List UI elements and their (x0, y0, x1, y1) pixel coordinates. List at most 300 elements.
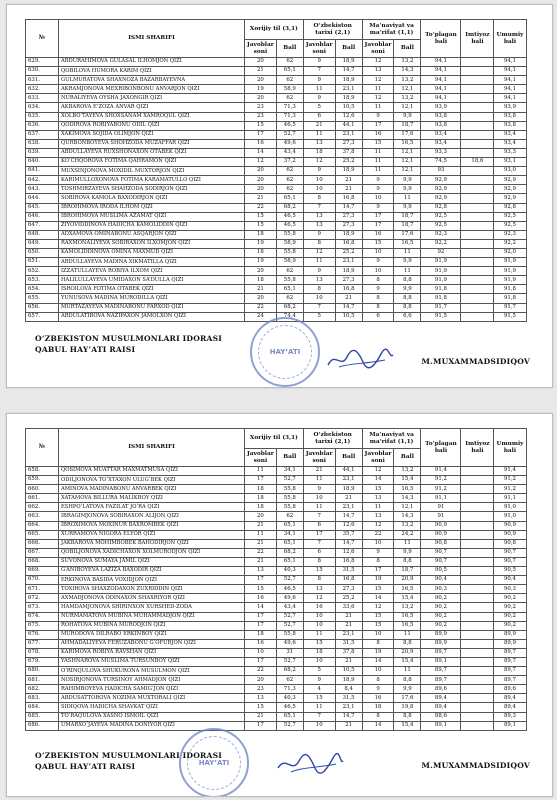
history-score-cell: 10,5 (335, 312, 362, 321)
table-row (26, 130, 527, 139)
foreign-score-cell: 62 (276, 267, 303, 276)
culture-score-cell: 13,2 (394, 94, 421, 103)
foreign-answers-cell: 22 (245, 203, 277, 212)
table-row (26, 476, 527, 485)
total-score-cell: 92,9 (421, 176, 461, 185)
foreign-answers-cell: 16 (245, 594, 277, 603)
foreign-score-cell: 52,7 (276, 657, 303, 666)
privilege-score-cell (461, 276, 494, 285)
table-row (26, 503, 527, 512)
signature (275, 752, 345, 776)
foreign-score-cell: 52,7 (276, 721, 303, 730)
foreign-score-cell: 68,2 (276, 667, 303, 676)
foreign-score-cell: 74,4 (276, 312, 303, 321)
culture-answers-cell: 9 (362, 176, 394, 185)
foreign-score-cell: 55,8 (276, 485, 303, 494)
overall-score-cell: 90,4 (494, 576, 526, 585)
overall-score-cell: 90,9 (494, 530, 526, 539)
culture-answers-cell: 12 (362, 467, 394, 476)
history-answers-cell: 16 (303, 603, 335, 612)
history-score-cell: 25,2 (335, 158, 362, 167)
privilege-score-cell (461, 212, 494, 221)
privilege-score-cell (461, 630, 494, 639)
foreign-answers-cell: 15 (245, 212, 277, 221)
history-score-cell: 27,3 (335, 221, 362, 230)
full-name-cell: TOXIROVA SHAXZODAXON ZUXRIDDIN QIZI (59, 585, 245, 594)
total-score-cell: 93,8 (421, 121, 461, 130)
culture-score-cell: 17,6 (394, 230, 421, 239)
culture-score-cell: 13,2 (394, 76, 421, 85)
table-row (26, 148, 527, 157)
full-name-cell: O‘RINQULOVA SHUKURONA MUSULMON QIZI (59, 667, 245, 676)
results-sheet-1 (6, 4, 553, 388)
total-score-cell: 90,7 (421, 557, 461, 566)
history-answers-cell: 7 (303, 303, 335, 312)
overall-score-cell: 90,8 (494, 539, 526, 548)
foreign-score-cell: 65,1 (276, 521, 303, 530)
foreign-score-cell: 49,6 (276, 639, 303, 648)
full-name-cell: MURODOVA DILRABO ERKINBOY QIZI (59, 630, 245, 639)
privilege-score-cell (461, 612, 494, 621)
privilege-score-cell (461, 694, 494, 703)
total-score-cell: 89,9 (421, 639, 461, 648)
history-answers-cell: 6 (303, 112, 335, 121)
history-score-cell: 27,3 (335, 212, 362, 221)
culture-answers-cell: 11 (362, 148, 394, 157)
overall-score-cell: 91,2 (494, 476, 526, 485)
total-score-cell: 91,9 (421, 258, 461, 267)
history-score-cell: 21 (335, 721, 362, 730)
total-score-cell: 91,9 (421, 276, 461, 285)
full-name-cell: UMARXO‘JAYEVA MADINA DONIYOR QIZI (59, 721, 245, 730)
foreign-answers-cell: 17 (245, 621, 277, 630)
header-spirituality: Ma’naviyat va ma’rifat (1,1) (362, 429, 421, 449)
overall-score-cell: 91,9 (494, 267, 526, 276)
total-score-cell: 92,3 (421, 230, 461, 239)
overall-score-cell: 92,9 (494, 185, 526, 194)
row-number-cell: 679. (26, 657, 59, 666)
row-number-cell: 631. (26, 76, 59, 85)
full-name-cell: MURTAZAYEVA MADINABONU FARXOD QIZI (59, 303, 245, 312)
foreign-score-cell: 62 (276, 76, 303, 85)
foreign-answers-cell: 15 (245, 221, 277, 230)
foreign-score-cell: 71,3 (276, 112, 303, 121)
total-score-cell: 94,1 (421, 67, 461, 76)
row-number-cell: 680. (26, 667, 59, 676)
culture-score-cell: 16,5 (394, 239, 421, 248)
history-answers-cell: 12 (303, 158, 335, 167)
foreign-score-cell: 37,2 (276, 158, 303, 167)
culture-score-cell: 11 (394, 267, 421, 276)
table-row (26, 67, 527, 76)
culture-answers-cell: 16 (362, 130, 394, 139)
row-number-cell: 664. (26, 521, 59, 530)
culture-score-cell: 9,9 (394, 285, 421, 294)
full-name-cell: IBRAGIMJONOVA SOBIRAXON ALIJON QIZI (59, 512, 245, 521)
history-answers-cell: 10 (303, 494, 335, 503)
table-row (26, 712, 527, 721)
full-name-cell: HALILULLAYEVA UMIDAXON SA’DULLA QIZI (59, 276, 245, 285)
history-score-cell: 16,8 (335, 576, 362, 585)
history-score-cell: 37,8 (335, 148, 362, 157)
culture-score-cell: 13,2 (394, 58, 421, 67)
full-name-cell: RAHIMBOYEVA HADICHA SAMIG‘JON QIZI (59, 685, 245, 694)
total-score-cell: 89,1 (421, 657, 461, 666)
foreign-answers-cell: 19 (245, 239, 277, 248)
full-name-cell: TOSHMIRZAYEVA SHAHZODA SODIRJON QIZI (59, 185, 245, 194)
table-row (26, 239, 527, 248)
culture-score-cell: 17,6 (394, 130, 421, 139)
culture-score-cell: 8,8 (394, 676, 421, 685)
header-uzbek-history: O‘zbekiston tarixi (2,1) (303, 20, 362, 40)
culture-answers-cell: 13 (362, 494, 394, 503)
foreign-score-cell: 46,5 (276, 703, 303, 712)
results-table (25, 428, 527, 731)
full-name-cell: QOSIMOVA MUATTAR MAXMATMUSA QIZI (59, 467, 245, 476)
overall-score-cell: 92,9 (494, 176, 526, 185)
privilege-score-cell (461, 312, 494, 321)
total-score-cell: 89,7 (421, 667, 461, 676)
culture-score-cell: 16,5 (394, 621, 421, 630)
row-number-cell: 644. (26, 194, 59, 203)
total-score-cell: 93,4 (421, 130, 461, 139)
foreign-score-cell: 58,9 (276, 85, 303, 94)
history-score-cell: 14,7 (335, 303, 362, 312)
culture-answers-cell: 15 (362, 485, 394, 494)
culture-score-cell: 15,4 (394, 476, 421, 485)
foreign-answers-cell: 14 (245, 148, 277, 157)
table-row (26, 594, 527, 603)
table-row (26, 76, 527, 85)
privilege-score-cell (461, 639, 494, 648)
privilege-score-cell (461, 94, 494, 103)
header-overall-score: Umumiy bali (494, 429, 526, 467)
culture-score-cell: 20,9 (394, 648, 421, 657)
total-score-cell: 94,1 (421, 76, 461, 85)
table-row (26, 194, 527, 203)
privilege-score-cell (461, 221, 494, 230)
full-name-cell: ABDURAHIMOVA GULASAL ILHOMJON QIZI (59, 58, 245, 67)
foreign-answers-cell: 17 (245, 576, 277, 585)
history-answers-cell: 13 (303, 276, 335, 285)
foreign-score-cell: 55,8 (276, 503, 303, 512)
history-answers-cell: 6 (303, 521, 335, 530)
row-number-cell: 630. (26, 67, 59, 76)
history-answers-cell: 7 (303, 512, 335, 521)
table-row (26, 285, 527, 294)
privilege-score-cell (461, 494, 494, 503)
total-score-cell: 92 (421, 248, 461, 257)
history-score-cell: 44,1 (335, 121, 362, 130)
culture-answers-cell: 11 (362, 158, 394, 167)
header-score: Ball (276, 449, 303, 467)
privilege-score-cell (461, 267, 494, 276)
history-score-cell: 21 (335, 657, 362, 666)
overall-score-cell: 92,9 (494, 194, 526, 203)
foreign-answers-cell: 18 (245, 230, 277, 239)
row-number-cell: 642. (26, 176, 59, 185)
table-row (26, 557, 527, 566)
history-score-cell: 31,5 (335, 639, 362, 648)
overall-score-cell: 89,7 (494, 648, 526, 657)
foreign-answers-cell: 17 (245, 130, 277, 139)
history-answers-cell: 15 (303, 694, 335, 703)
table-row (26, 176, 527, 185)
privilege-score-cell (461, 703, 494, 712)
total-score-cell: 74,5 (421, 158, 461, 167)
history-score-cell: 27,3 (335, 139, 362, 148)
culture-answers-cell: 10 (362, 267, 394, 276)
overall-score-cell: 89,9 (494, 639, 526, 648)
header-score: Ball (394, 40, 421, 58)
overall-score-cell: 93,3 (494, 148, 526, 157)
foreign-score-cell: 34,1 (276, 467, 303, 476)
culture-score-cell: 14,3 (394, 512, 421, 521)
overall-score-cell: 94,1 (494, 58, 526, 67)
total-score-cell: 92,2 (421, 239, 461, 248)
privilege-score-cell (461, 503, 494, 512)
culture-answers-cell: 11 (362, 167, 394, 176)
full-name-cell: QOBILOVA HUMORA KARIM QIZI (59, 67, 245, 76)
history-answers-cell: 4 (303, 685, 335, 694)
culture-answers-cell: 19 (362, 576, 394, 585)
history-answers-cell: 13 (303, 585, 335, 594)
row-number-cell: 636. (26, 121, 59, 130)
row-number-cell: 638. (26, 139, 59, 148)
privilege-score-cell (461, 176, 494, 185)
privilege-score-cell (461, 567, 494, 576)
history-score-cell: 33,6 (335, 603, 362, 612)
header-answers: Javoblar soni (245, 449, 277, 467)
culture-score-cell: 18,7 (394, 221, 421, 230)
history-score-cell: 21 (335, 176, 362, 185)
total-score-cell: 90,5 (421, 567, 461, 576)
foreign-score-cell: 62 (276, 512, 303, 521)
history-score-cell: 12,6 (335, 548, 362, 557)
full-name-cell: ERKINOVA BASIDA VOXIDJON QIZI (59, 576, 245, 585)
foreign-score-cell: 71,3 (276, 103, 303, 112)
culture-score-cell: 12,1 (394, 148, 421, 157)
row-number-cell: 675. (26, 621, 59, 630)
privilege-score-cell (461, 167, 494, 176)
header-foreign-language: Xorijiy til (3,1) (245, 429, 304, 449)
overall-score-cell: 93,0 (494, 167, 526, 176)
total-score-cell: 91,8 (421, 285, 461, 294)
full-name-cell: IBROHIMOVA MUSLIMA AZAMAT QIZI (59, 212, 245, 221)
culture-score-cell: 16,5 (394, 485, 421, 494)
history-score-cell: 10,5 (335, 103, 362, 112)
row-number-cell: 666. (26, 539, 59, 548)
culture-score-cell: 12,1 (394, 158, 421, 167)
culture-answers-cell: 17 (362, 212, 394, 221)
total-score-cell: 92,9 (421, 185, 461, 194)
foreign-score-cell: 40,3 (276, 694, 303, 703)
table-row (26, 676, 527, 685)
total-score-cell: 91,1 (421, 494, 461, 503)
row-number-cell: 658. (26, 467, 59, 476)
culture-answers-cell: 11 (362, 103, 394, 112)
overall-score-cell: 92,3 (494, 230, 526, 239)
foreign-answers-cell: 16 (245, 639, 277, 648)
history-answers-cell: 11 (303, 258, 335, 267)
culture-score-cell: 11 (394, 667, 421, 676)
foreign-score-cell: 52,7 (276, 621, 303, 630)
row-number-cell: 648. (26, 230, 59, 239)
culture-score-cell: 11 (394, 539, 421, 548)
history-answers-cell: 13 (303, 221, 335, 230)
history-score-cell: 18,9 (335, 485, 362, 494)
foreign-answers-cell: 20 (245, 512, 277, 521)
table-row (26, 58, 527, 67)
culture-score-cell: 8,8 (394, 294, 421, 303)
header-total-score: To‘plagan bali (421, 429, 461, 467)
row-number-cell: 651. (26, 258, 59, 267)
total-score-cell: 88,6 (421, 712, 461, 721)
overall-score-cell: 91,0 (494, 512, 526, 521)
foreign-answers-cell: 13 (245, 694, 277, 703)
foreign-score-cell: 52,7 (276, 130, 303, 139)
overall-score-cell: 89,7 (494, 667, 526, 676)
table-row (26, 221, 527, 230)
privilege-score-cell (461, 130, 494, 139)
culture-answers-cell: 9 (362, 685, 394, 694)
full-name-cell: HAMDAMJONOVA SHIRINXON XURSHED-ZODA (59, 603, 245, 612)
total-score-cell: 94,1 (421, 85, 461, 94)
foreign-score-cell: 62 (276, 94, 303, 103)
foreign-answers-cell: 20 (245, 176, 277, 185)
foreign-score-cell: 43,4 (276, 148, 303, 157)
table-row (26, 703, 527, 712)
total-score-cell: 94,1 (421, 94, 461, 103)
full-name-cell: AKRAMJONOVA MEXRIBONBONU ANVARJON QIZI (59, 85, 245, 94)
row-number-cell: 676. (26, 630, 59, 639)
foreign-answers-cell: 20 (245, 58, 277, 67)
row-number-cell: 645. (26, 203, 59, 212)
full-name-cell: XURRAMOVA NIGORA ELYOR QIZI (59, 530, 245, 539)
culture-score-cell: 8,8 (394, 557, 421, 566)
table-row (26, 530, 527, 539)
history-answers-cell: 5 (303, 103, 335, 112)
total-score-cell: 91,9 (421, 267, 461, 276)
culture-answers-cell: 12 (362, 76, 394, 85)
full-name-cell: XATAMOVA BILLURA MALIKBOY QIZI (59, 494, 245, 503)
full-name-cell: ABDUSATTOROVA NOZIMA MUXTORALI QIZI (59, 694, 245, 703)
privilege-score-cell (461, 239, 494, 248)
history-answers-cell: 10 (303, 657, 335, 666)
foreign-score-cell: 62 (276, 676, 303, 685)
culture-score-cell: 13,2 (394, 603, 421, 612)
history-answers-cell: 18 (303, 648, 335, 657)
total-score-cell: 91,4 (421, 467, 461, 476)
header-full-name: ISMI SHARIFI (59, 20, 245, 58)
foreign-answers-cell: 20 (245, 94, 277, 103)
table-row (26, 267, 527, 276)
history-score-cell: 31,5 (335, 694, 362, 703)
total-score-cell: 89,6 (421, 685, 461, 694)
history-answers-cell: 11 (303, 476, 335, 485)
full-name-cell: RAXMONALIYEVA SOBIRAXON ILXOMJON QIZI (59, 239, 245, 248)
full-name-cell: KO‘CHQOROVA FOTIMA QAHRAMON QIZI (59, 158, 245, 167)
privilege-score-cell (461, 548, 494, 557)
table-row (26, 185, 527, 194)
foreign-score-cell: 55,8 (276, 230, 303, 239)
foreign-score-cell: 55,8 (276, 494, 303, 503)
foreign-score-cell: 65,1 (276, 712, 303, 721)
overall-score-cell: 90,7 (494, 557, 526, 566)
culture-answers-cell: 6 (362, 312, 394, 321)
history-score-cell: 14,7 (335, 67, 362, 76)
culture-answers-cell: 17 (362, 221, 394, 230)
overall-score-cell: 91,9 (494, 258, 526, 267)
history-score-cell: 37,8 (335, 648, 362, 657)
header-number: № (26, 20, 59, 58)
full-name-cell: JAKBAROVA MOHIMBOBEK BAHODIRJON QIZI (59, 539, 245, 548)
culture-score-cell: 6,6 (394, 312, 421, 321)
history-answers-cell: 9 (303, 76, 335, 85)
culture-answers-cell: 9 (362, 258, 394, 267)
row-number-cell: 646. (26, 212, 59, 221)
privilege-score-cell (461, 112, 494, 121)
row-number-cell: 641. (26, 167, 59, 176)
row-number-cell: 671. (26, 585, 59, 594)
privilege-score-cell (461, 676, 494, 685)
culture-score-cell: 15,4 (394, 594, 421, 603)
row-number-cell: 643. (26, 185, 59, 194)
header-score: Ball (335, 449, 362, 467)
foreign-score-cell: 58,9 (276, 258, 303, 267)
total-score-cell: 90,8 (421, 539, 461, 548)
table-row (26, 567, 527, 576)
culture-answers-cell: 15 (362, 139, 394, 148)
history-score-cell: 14,7 (335, 539, 362, 548)
privilege-score-cell (461, 248, 494, 257)
history-score-cell: 18,9 (335, 94, 362, 103)
overall-score-cell: 91,5 (494, 312, 526, 321)
table-row (26, 139, 527, 148)
privilege-score-cell (461, 576, 494, 585)
history-score-cell: 8,4 (335, 685, 362, 694)
privilege-score-cell (461, 685, 494, 694)
privilege-score-cell (461, 67, 494, 76)
privilege-score-cell (461, 712, 494, 721)
table-row (26, 158, 527, 167)
overall-score-cell: 94,1 (494, 94, 526, 103)
history-answers-cell: 11 (303, 503, 335, 512)
row-number-cell: 668. (26, 557, 59, 566)
culture-answers-cell: 17 (362, 567, 394, 576)
overall-score-cell: 93,4 (494, 139, 526, 148)
total-score-cell: 91,8 (421, 294, 461, 303)
culture-answers-cell: 14 (362, 657, 394, 666)
history-score-cell: 21 (335, 294, 362, 303)
privilege-score-cell (461, 85, 494, 94)
culture-score-cell: 15,4 (394, 657, 421, 666)
history-answers-cell: 8 (303, 285, 335, 294)
total-score-cell: 93,3 (421, 148, 461, 157)
foreign-answers-cell: 20 (245, 167, 277, 176)
privilege-score-cell (461, 185, 494, 194)
culture-answers-cell: 8 (362, 276, 394, 285)
foreign-answers-cell: 19 (245, 258, 277, 267)
culture-score-cell: 9,9 (394, 548, 421, 557)
history-answers-cell: 9 (303, 676, 335, 685)
history-score-cell: 23,1 (335, 258, 362, 267)
culture-answers-cell: 11 (362, 85, 394, 94)
header-uzbek-history: O‘zbekiston tarixi (2,1) (303, 429, 362, 449)
privilege-score-cell (461, 521, 494, 530)
row-number-cell: 661. (26, 494, 59, 503)
history-answers-cell: 9 (303, 485, 335, 494)
